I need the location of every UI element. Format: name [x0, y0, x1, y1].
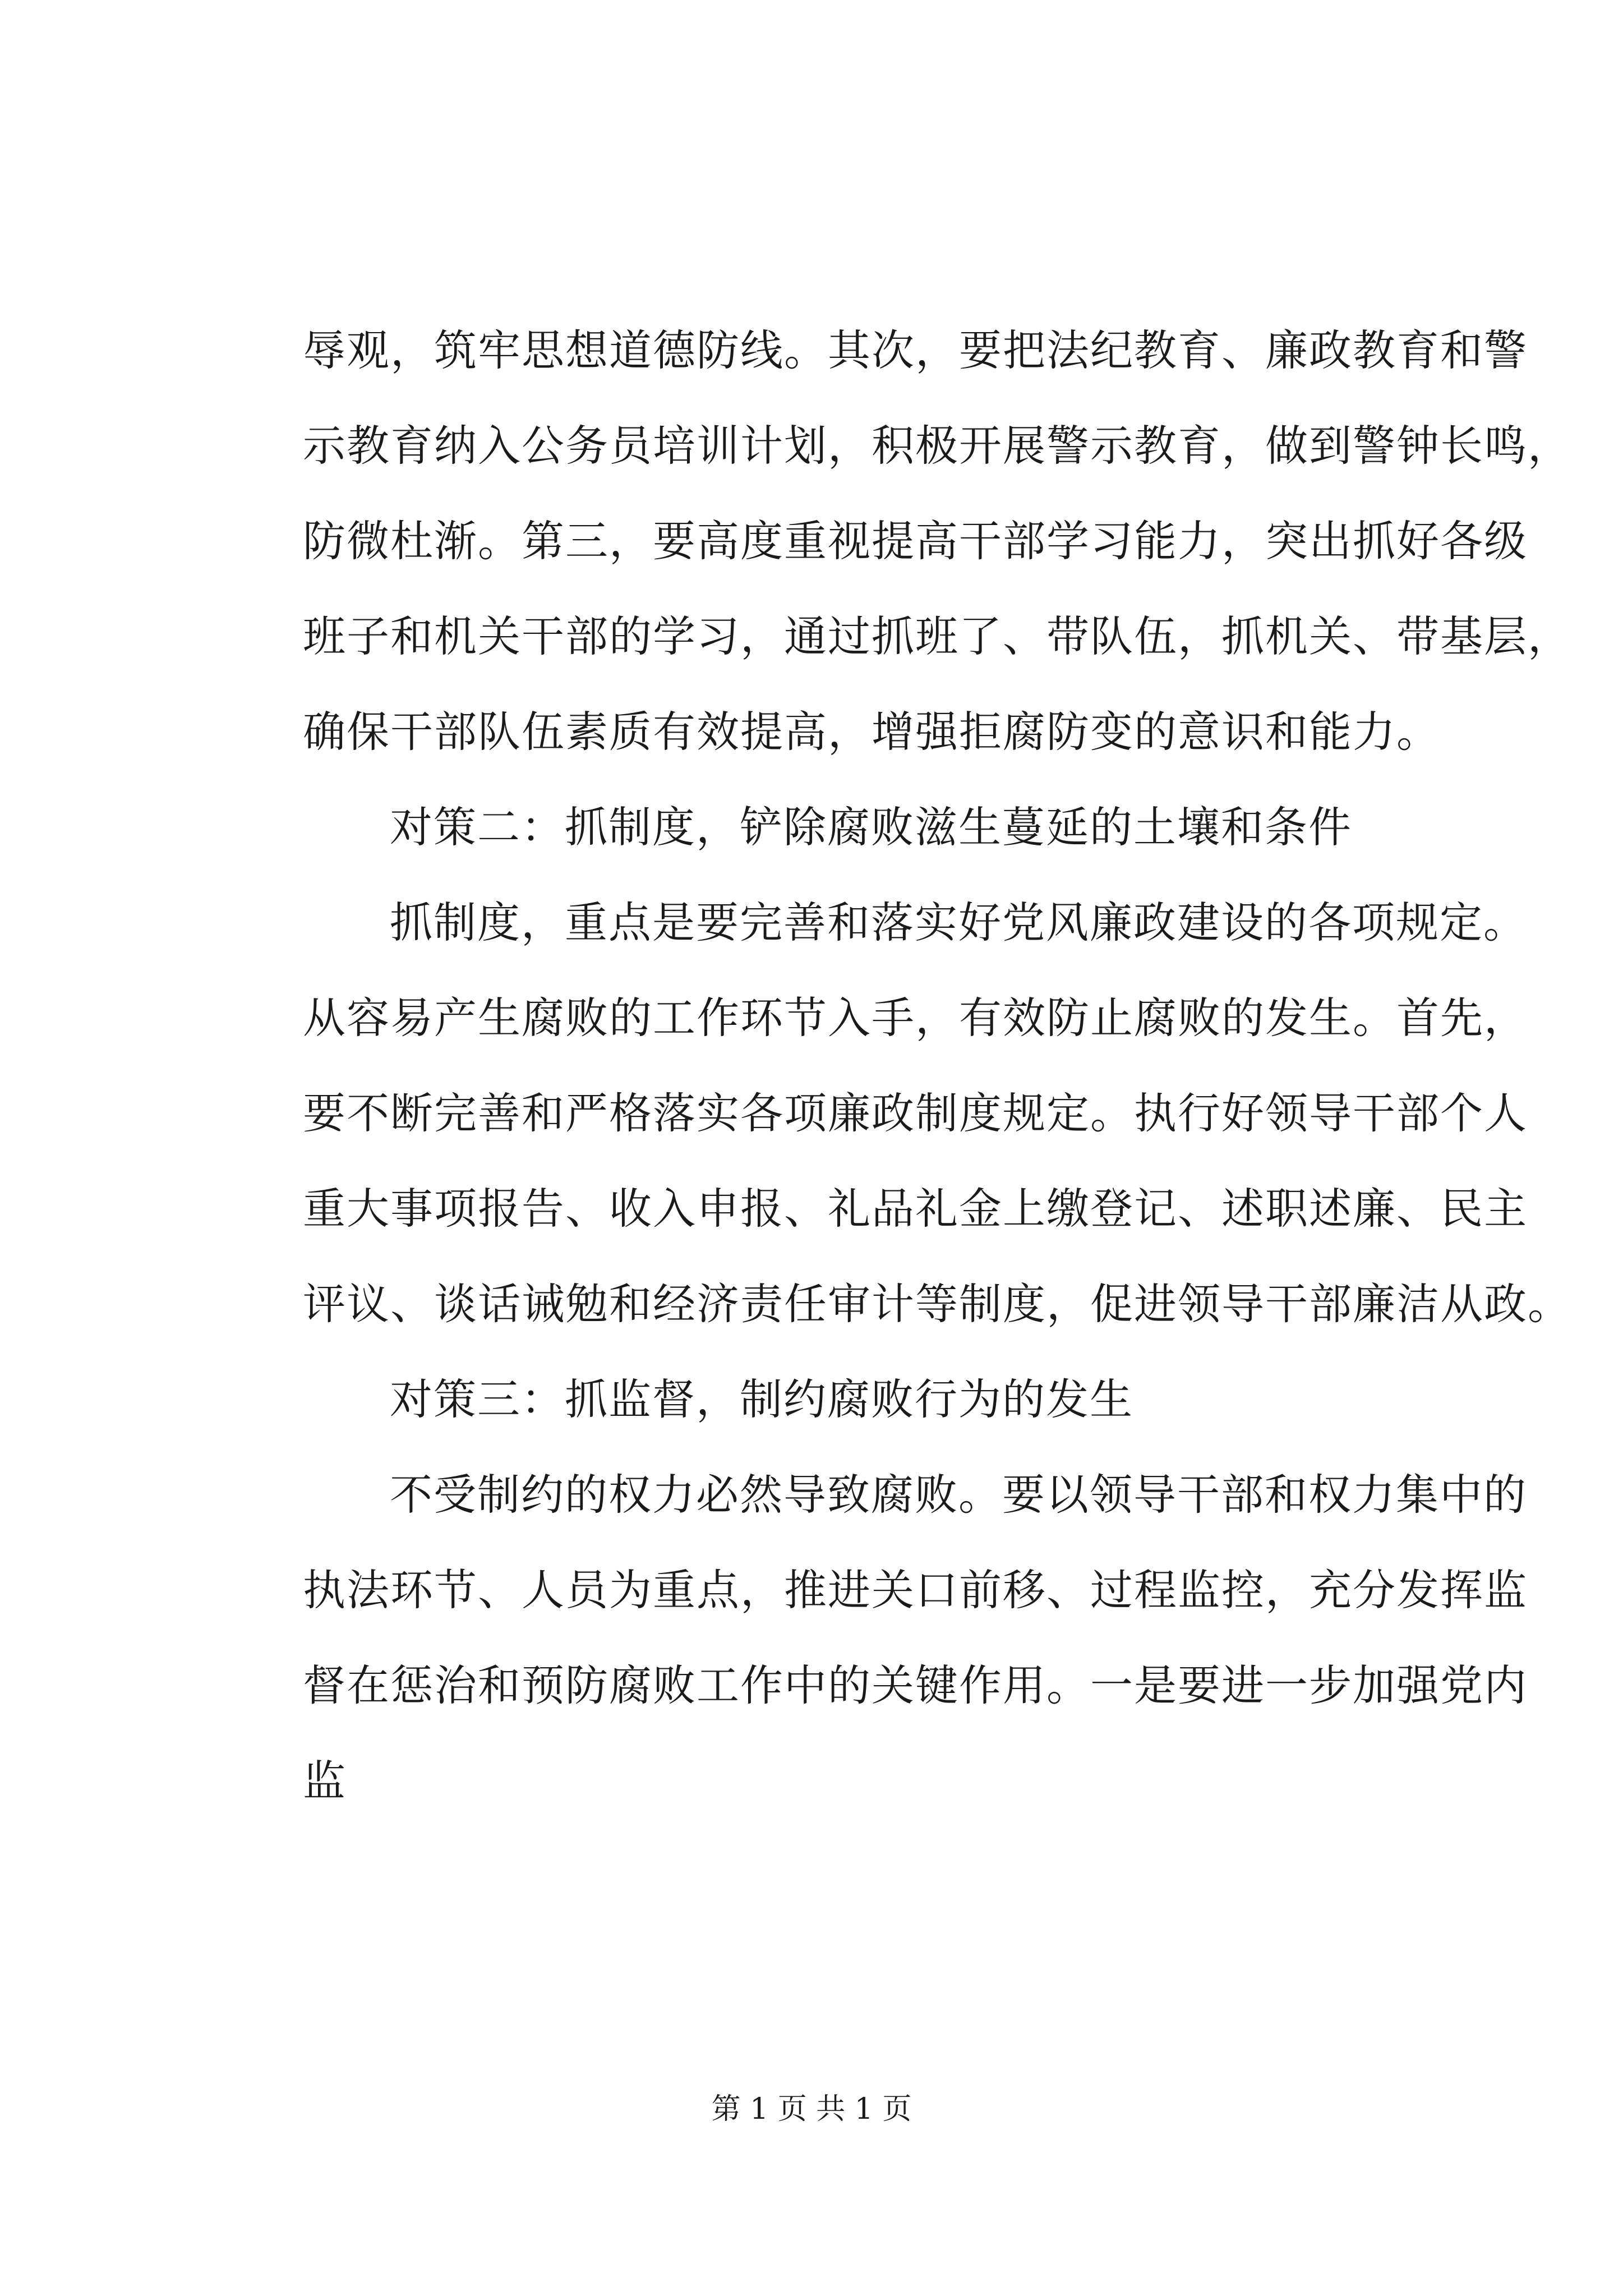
page-footer: 第 1 页 共 1 页 — [711, 2092, 912, 2126]
body-line: 执法环节、人员为重点，推进关口前移、过程监控，充分发挥监 — [303, 1565, 1528, 1615]
document-body — [303, 303, 1571, 1829]
paragraph-start: 不受制约的权力必然导致腐败。要以领导干部和权力集中的 — [390, 1470, 1527, 1520]
body-line: 监 — [303, 1756, 347, 1806]
section-heading: 对策二：抓制度，铲除腐败滋生蔓延的土壤和条件 — [390, 802, 1352, 852]
paragraph-start: 抓制度，重点是要完善和落实好党风廉政建设的各项规定。 — [390, 898, 1527, 947]
body-line: 示教育纳入公务员培训计划，积极开展警示教育，做到警钟长鸣， — [303, 421, 1571, 471]
body-line: 防微杜渐。第三，要高度重视提高干部学习能力，突出抓好各级 — [303, 516, 1528, 566]
body-line: 班子和机关干部的学习，通过抓班了、带队伍，抓机关、带基层， — [303, 611, 1571, 661]
body-line: 辱观，筑牢思想道德防线。其次，要把法纪教育、廉政教育和警 — [303, 325, 1528, 375]
body-line: 确保干部队伍素质有效提高，增强拒腐防变的意识和能力。 — [303, 707, 1440, 757]
section-heading: 对策三：抓监督，制约腐败行为的发生 — [390, 1374, 1133, 1424]
body-line: 督在惩治和预防腐败工作中的关键作用。一是要进一步加强党内 — [303, 1660, 1528, 1710]
body-line: 重大事项报告、收入申报、礼品礼金上缴登记、述职述廉、民主 — [303, 1184, 1528, 1234]
body-line: 从容易产生腐败的工作环节入手，有效防止腐败的发生。首先， — [303, 993, 1528, 1043]
body-line: 要不断完善和严格落实各项廉政制度规定。执行好领导干部个人 — [303, 1088, 1528, 1138]
body-line: 评议、谈话诫勉和经济责任审计等制度，促进领导干部廉洁从政。 — [303, 1279, 1571, 1329]
